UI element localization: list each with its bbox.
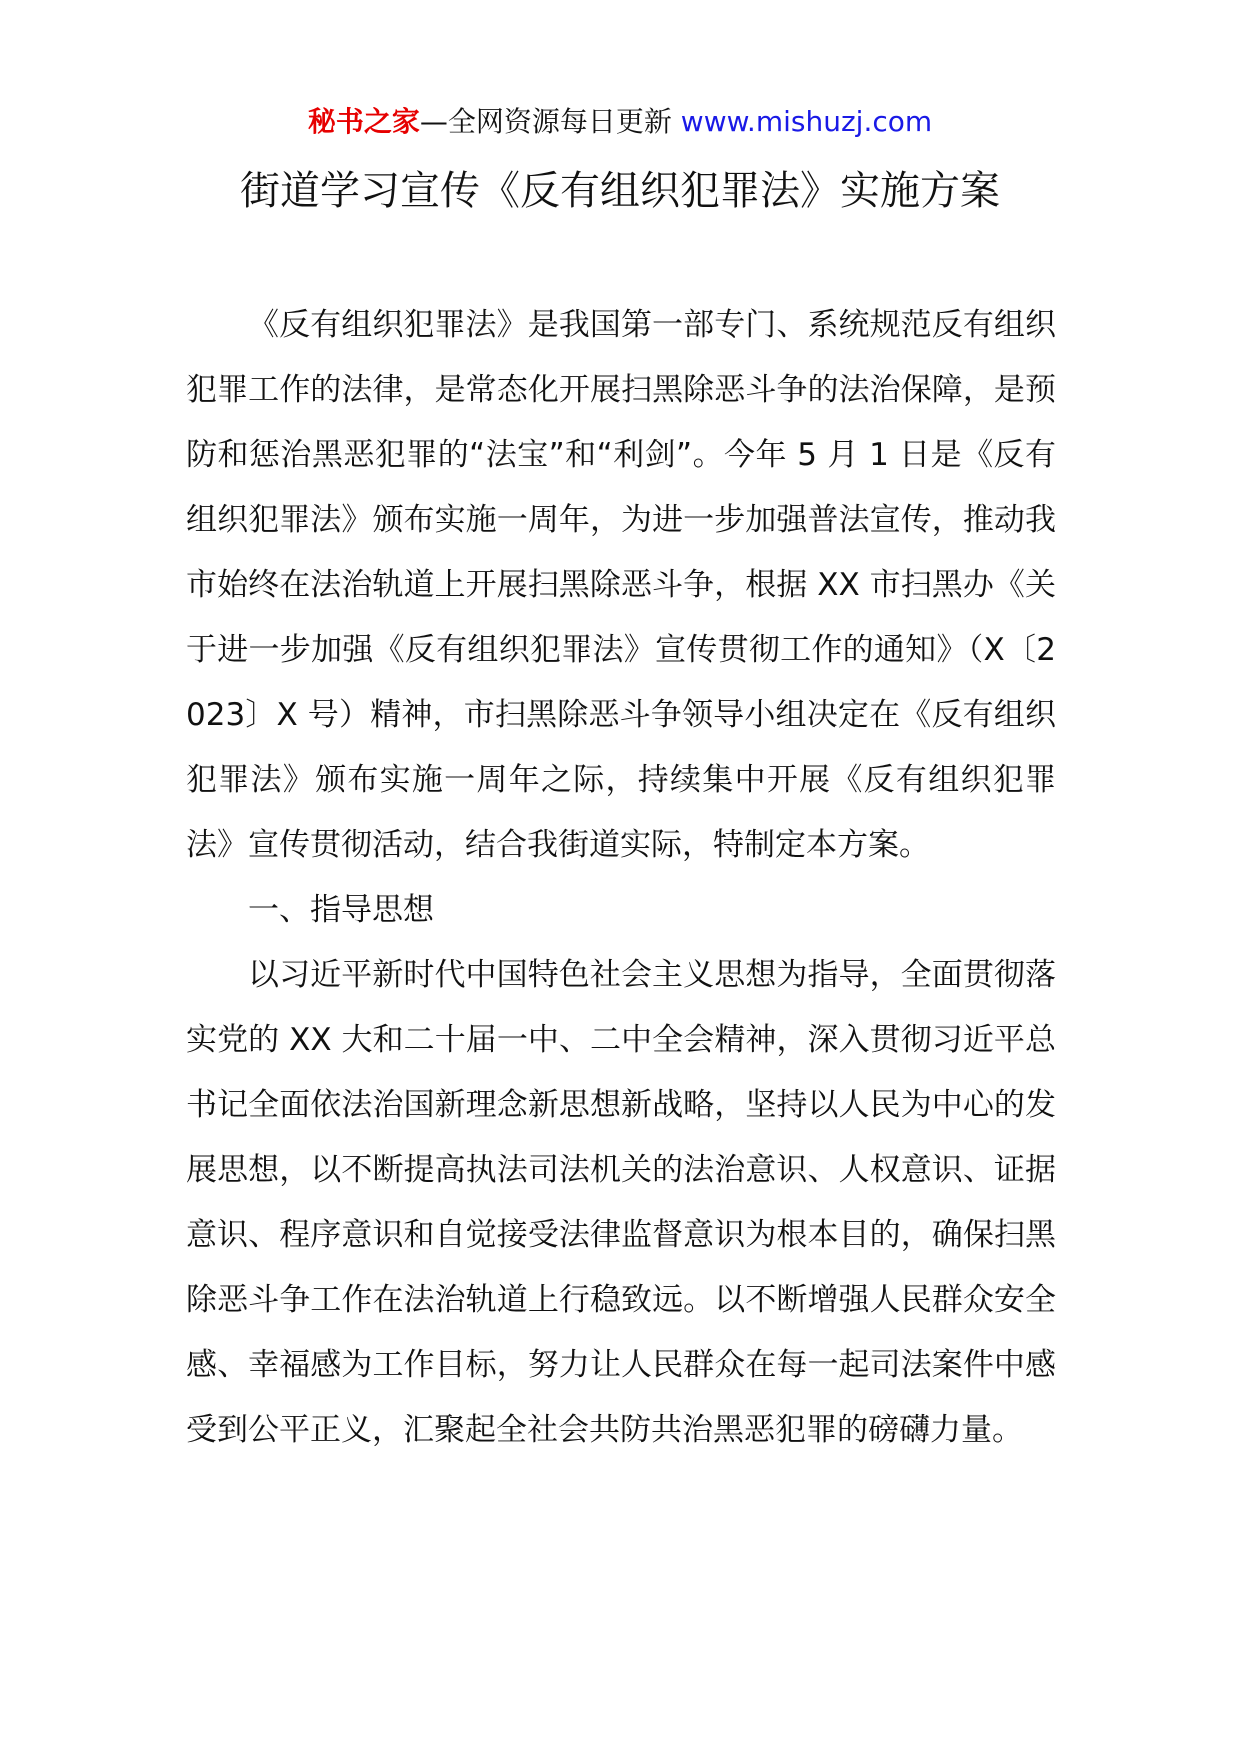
site-header <box>0 100 1240 144</box>
brand-slogan: —全网资源每日更新 <box>419 105 672 138</box>
document-body <box>186 293 1056 1463</box>
brand-name: 秘书之家 <box>307 105 420 138</box>
section-heading-guiding-ideology: 一、指导思想 <box>248 892 434 928</box>
section-paragraph-guiding-ideology: 以习近平新时代中国特色社会主义思想为指导，全面贯彻落实党的 XX 大和二十届一中、二中全会精神，深入贯彻习近平总书记全面依法治国新理念新思想新战略，坚持以人民为中心的发展思想，以不断提高执法司法机关的法治意识、人权意识、证据意识、程序意识和自觉接受法律监督意识为根本目的，确保扫黑除恶斗争工作在法治轨道上行稳致远。以不断增强人民群众安全感、幸福感为工作目标，努力让人民群众在每一起司法案件中感受到公平正义，汇聚起全社会共防共治黑恶犯罪的磅礴力量。 <box>186 957 1056 1448</box>
site-url-link[interactable]: www.mishuzj.com <box>680 105 933 138</box>
document-title: 街道学习宣传《反有组织犯罪法》实施方案 <box>240 168 1000 214</box>
intro-paragraph: 《反有组织犯罪法》是我国第一部专门、系统规范反有组织犯罪工作的法律，是常态化开展扫黑除恶斗争的法治保障，是预防和惩治黑恶犯罪的“法宝”和“利剑”。今年 5 月 1 日是《反有组织犯罪法》颁布实施一周年，为进一步加强普法宣传，推动我市始终在法治轨道上开展扫黑除恶斗争，根据 XX 市扫黑办《关于进一步加强《反有组织犯罪法》宣传贯彻工作的通知》（X〔2023〕X 号）精神，市扫黑除恶斗争领导小组决定在《反有组织犯罪法》颁布实施一周年之际，持续集中开展《反有组织犯罪法》宣传贯彻活动，结合我街道实际，特制定本方案。 <box>186 307 1056 863</box>
